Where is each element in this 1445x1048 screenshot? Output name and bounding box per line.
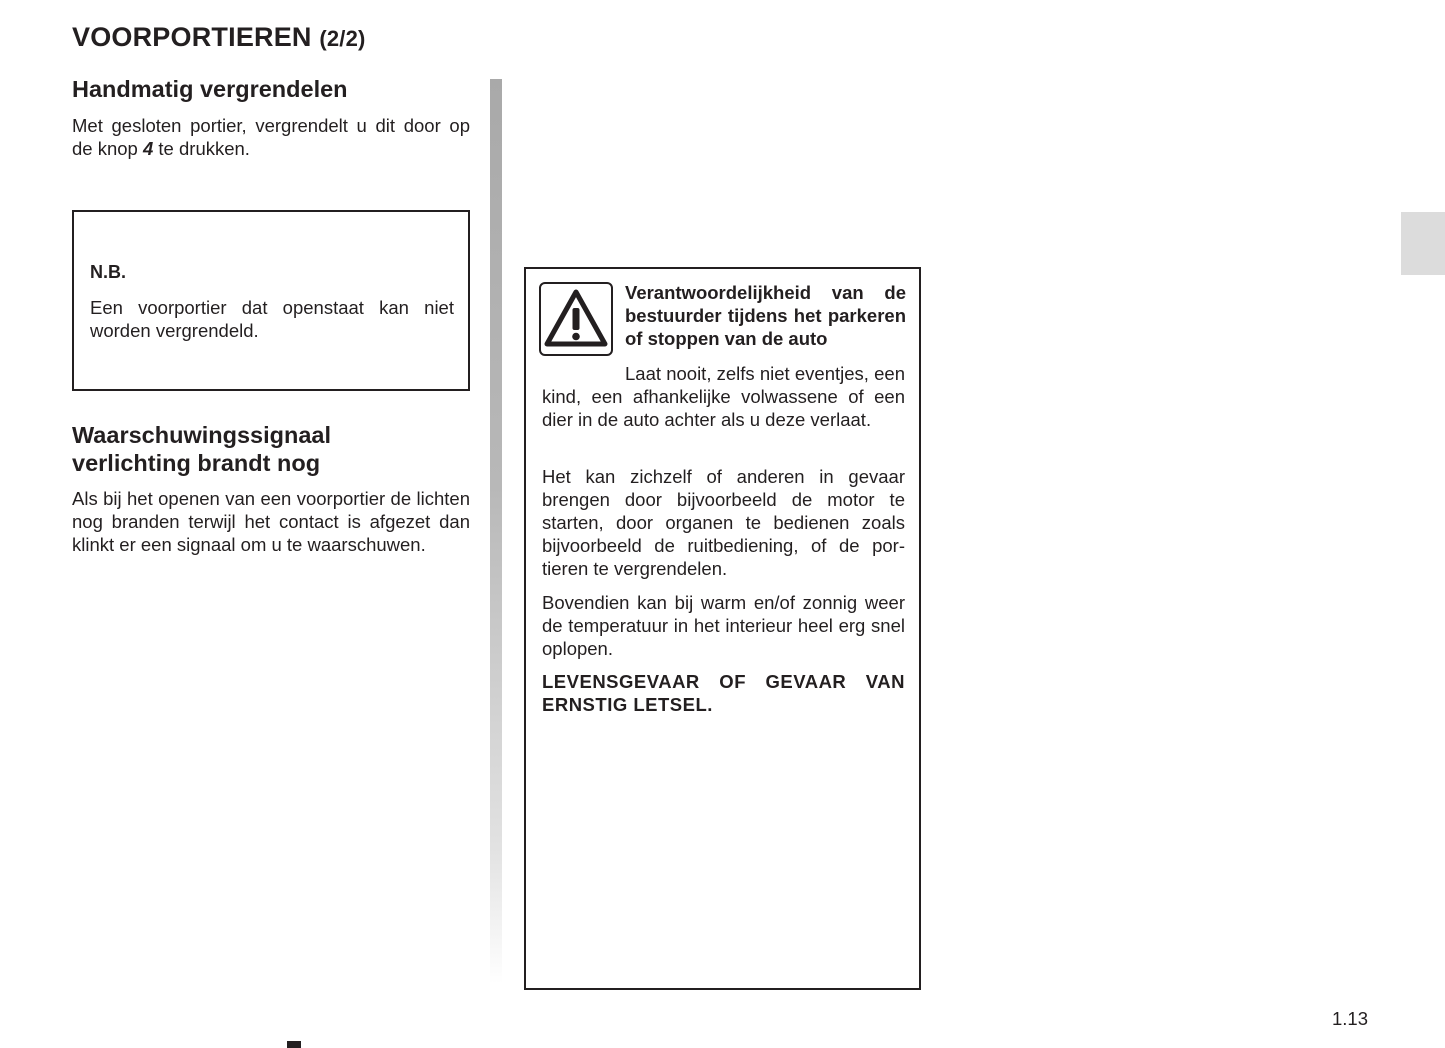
warning-heading: Verantwoordelijkheid van de bestuurder tijdens het parkeren of stoppen van de auto	[625, 282, 906, 349]
manual-lock-text-end: te drukken.	[153, 138, 250, 159]
manual-lock-text	[72, 114, 470, 160]
warning-signal-heading-line2: verlichting brandt nog	[72, 450, 321, 476]
section-tab-marker	[1401, 212, 1445, 275]
warning-box	[524, 267, 921, 990]
note-text: Een voorportier dat openstaat kan niet worden vergrendeld.	[90, 297, 454, 341]
warning-signal-heading-line1: Waarschuwingssignaal	[72, 422, 332, 448]
warning-paragraph-2: Het kan zichzelf of anderen in gevaar brengen door bijvoorbeeld de motor te starten, door organen te bedienen zoals bijvoorbeeld de ruitbediening, of de portieren te vergrendelen.	[542, 466, 905, 579]
page-part-indicator: (2/2)	[319, 26, 366, 51]
warning-paragraph-4: LEVENSGEVAAR OF GEVAAR VAN ERNSTIG LETSEL.	[542, 671, 905, 715]
crop-mark	[287, 1041, 301, 1048]
manual-lock-heading: Handmatig vergrendelen	[72, 76, 348, 102]
warning-signal-heading	[72, 421, 331, 477]
column-divider	[490, 79, 502, 984]
note-box	[72, 210, 470, 391]
note-title: N.B.	[90, 262, 126, 282]
page-title-text: VOORPORTIEREN	[72, 22, 312, 52]
manual-lock-text-start: Met gesloten portier, vergrendelt u dit door op de knop	[72, 115, 470, 159]
page-number: 1.13	[1332, 1008, 1369, 1029]
page-title	[72, 22, 366, 53]
warning-paragraph-1: Laat nooit, zelfs niet eventjes, een kind, een afhankelijke volwassene of een dier in de auto achter als u deze verlaat.	[542, 363, 905, 430]
button-reference: 4	[142, 138, 154, 159]
warning-triangle-icon	[539, 282, 613, 356]
warning-signal-text: Als bij het openen van een voorportier de lichten nog branden terwijl het contact is afgezet dan klinkt er een signaal om u te waarschuwen.	[72, 488, 470, 555]
warning-paragraph-3: Bovendien kan bij warm en/of zonnig weer de temperatuur in het interieur heel erg snel oplopen.	[542, 592, 905, 659]
